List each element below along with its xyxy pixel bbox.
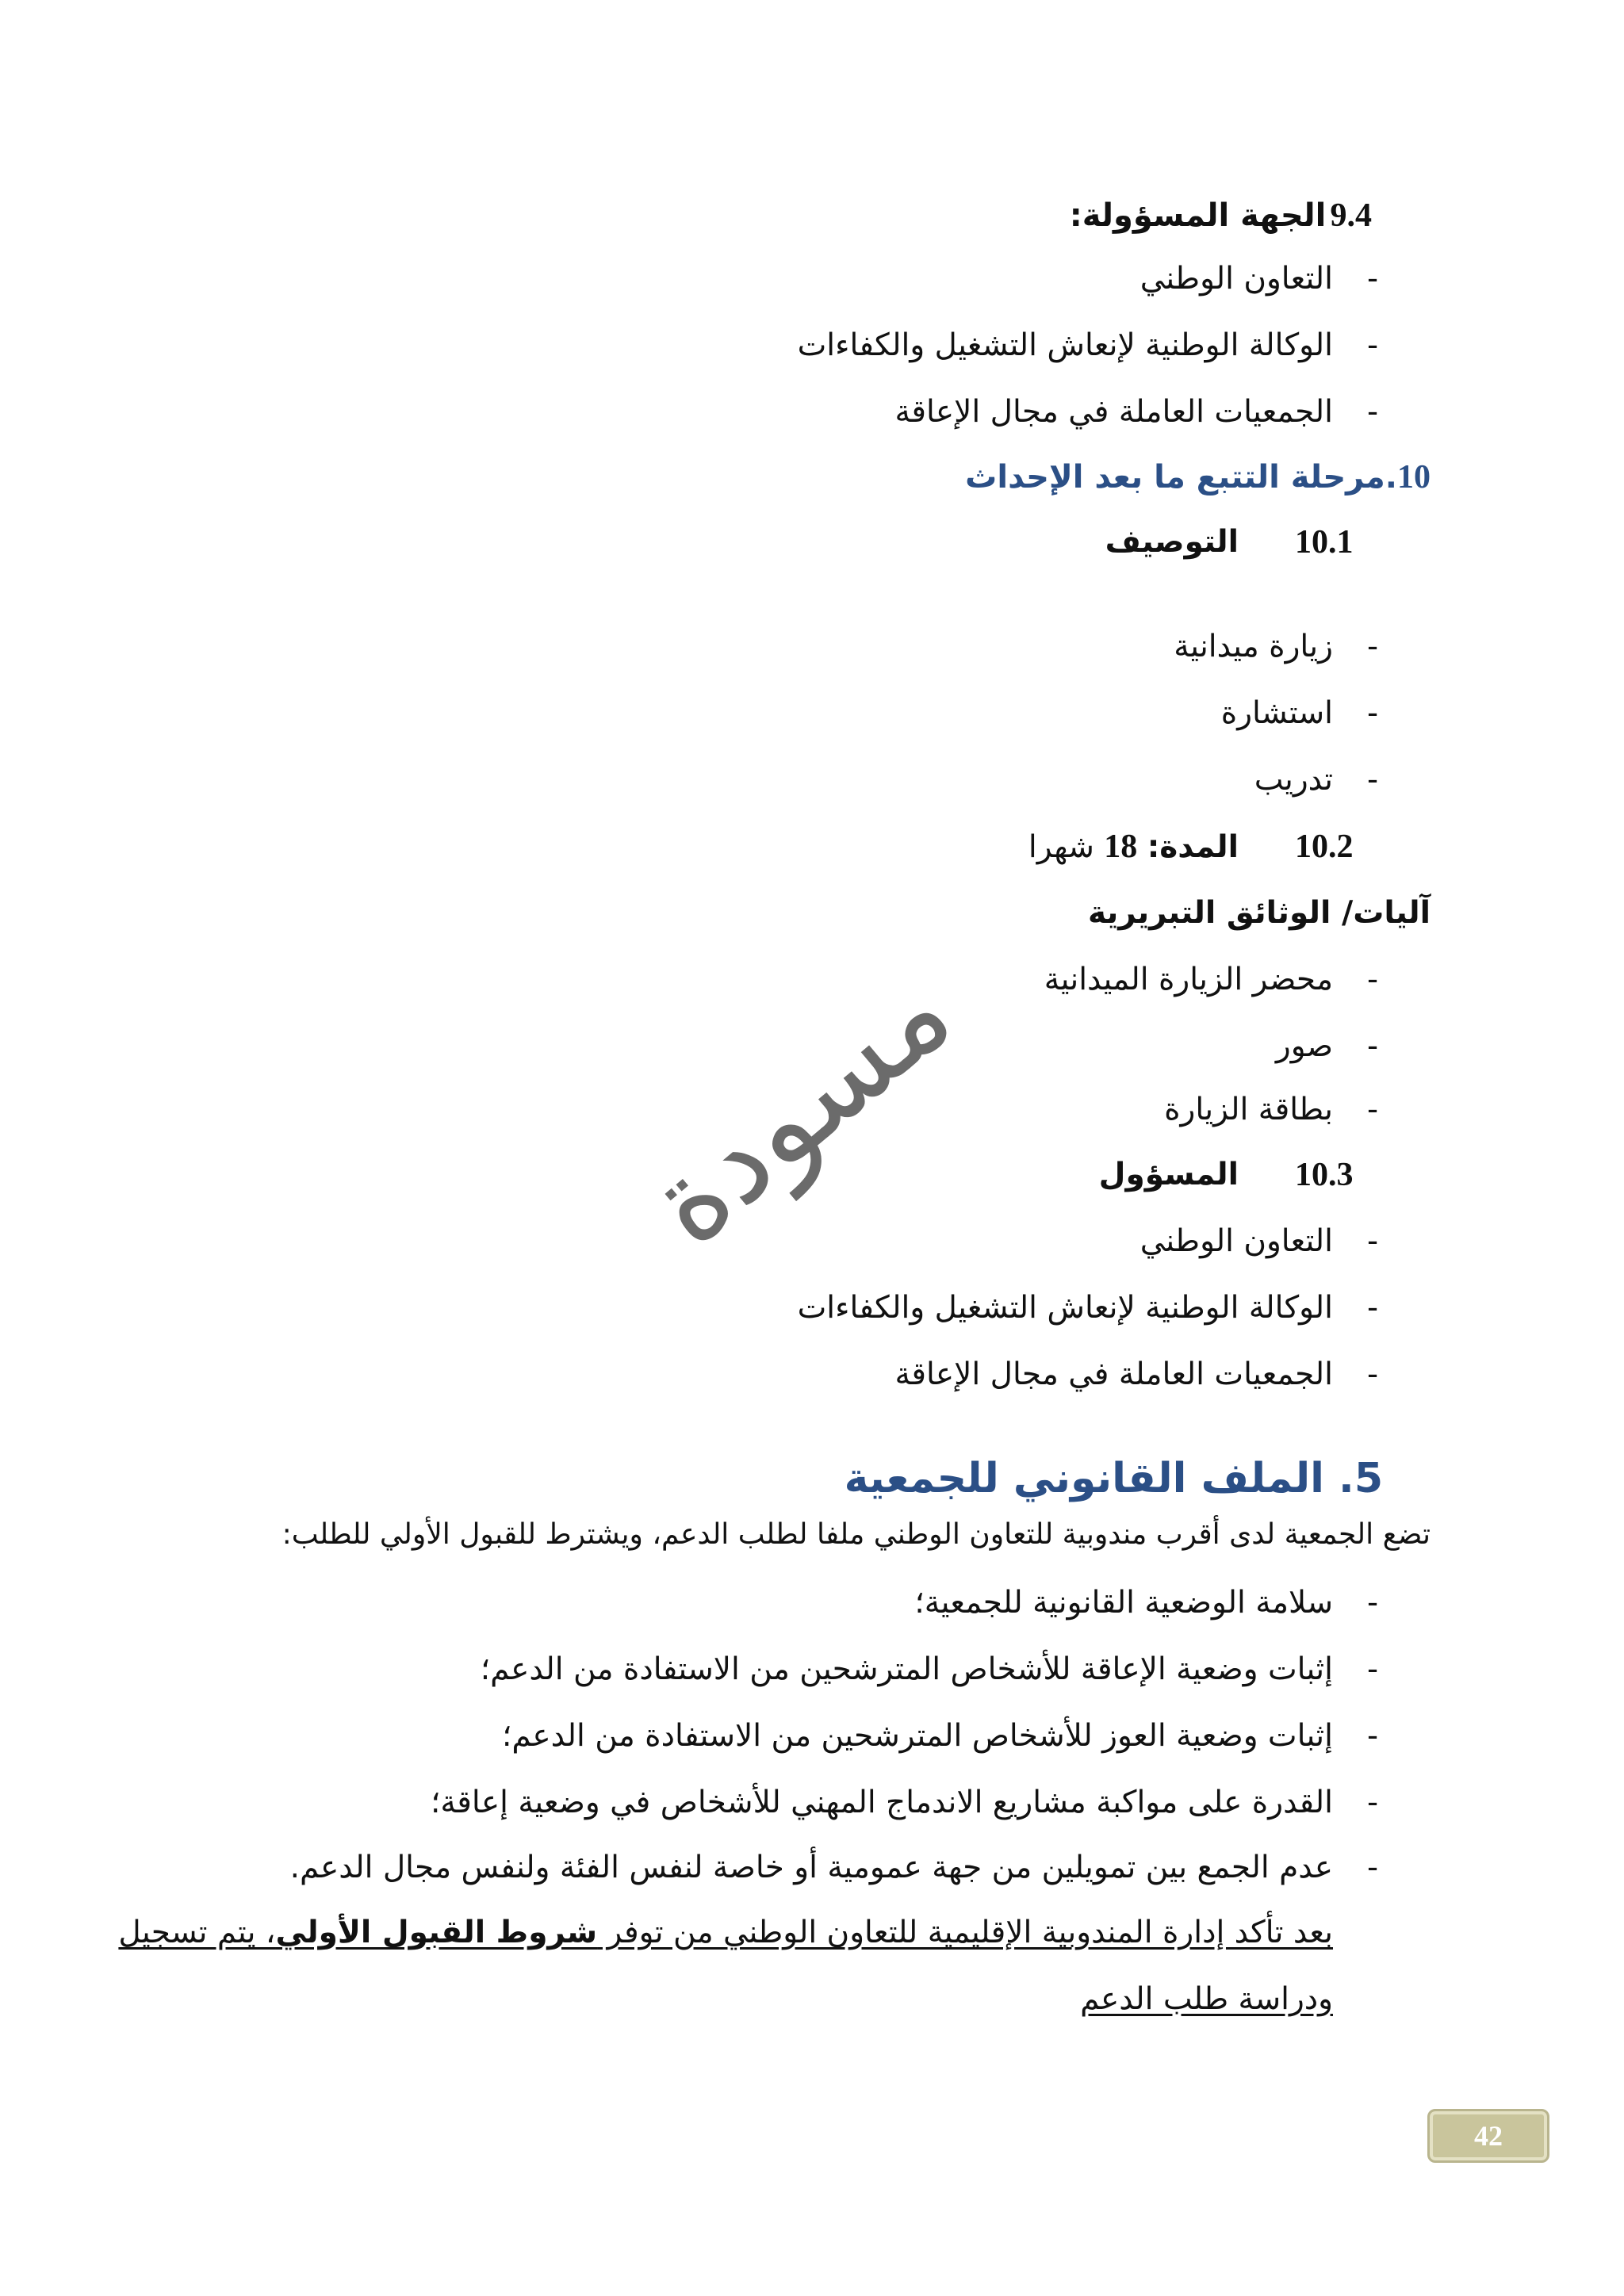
bullet-dash: - (1367, 1651, 1379, 1687)
bullet-dash: - (1367, 327, 1379, 363)
closing-text: بعد تأكد إدارة المندوبية الإقليمية للتعاون الوطني من توفر (597, 1915, 1333, 1950)
list-item: الجمعيات العاملة في مجال الإعاقة (894, 1357, 1333, 1392)
section-9-4-heading (1070, 192, 1372, 239)
bullet-dash: - (1367, 1785, 1379, 1820)
section-title: الملف القانوني للجمعية (844, 1455, 1324, 1502)
section-5-heading (845, 1451, 1383, 1506)
bullet-dash: - (1367, 1850, 1379, 1885)
bullet-dash: - (1367, 629, 1379, 664)
list-item: محضر الزيارة الميدانية (1044, 962, 1333, 997)
intro-paragraph: تضع الجمعية لدى أقرب مندوبية للتعاون الوطني ملفا لطلب الدعم، ويشترط للقبول الأولي للطلب: (282, 1518, 1431, 1551)
section-10-3-number: 10.3 (1295, 1157, 1354, 1193)
duration-label: المدة: (1147, 829, 1239, 865)
section-title: الجهة المسؤولة: (1069, 197, 1327, 234)
duration-line (1028, 823, 1239, 871)
draft-watermark: مسودة (622, 943, 977, 1272)
duration-unit: شهرا (1028, 829, 1094, 865)
bullet-dash: - (1367, 1092, 1379, 1127)
list-item: إثبات وضعية العوز للأشخاص المترشحين من الاستفادة من الدعم؛ (502, 1718, 1333, 1754)
closing-line-2: ودراسة طلب الدعم (1080, 1981, 1333, 2017)
list-item: الوكالة الوطنية لإنعاش التشغيل والكفاءات (797, 1290, 1333, 1326)
bullet-dash: - (1367, 962, 1379, 997)
section-10-3-title: المسؤول (1098, 1157, 1239, 1192)
section-10-heading (965, 453, 1431, 501)
duration-value: 18 (1104, 828, 1138, 865)
list-item: تدريب (1254, 762, 1333, 798)
list-item: القدرة على مواكبة مشاريع الاندماج المهني للأشخاص في وضعية إعاقة؛ (430, 1785, 1333, 1820)
list-item: صور (1275, 1028, 1333, 1064)
list-item: عدم الجمع بين تمويلين من جهة عمومية أو خاصة لنفس الفئة ولنفس مجال الدعم. (289, 1850, 1333, 1885)
section-title: .مرحلة التتبع ما بعد الإحداث (965, 459, 1397, 496)
list-item: استشارة (1220, 695, 1333, 731)
closing-bold: شروط القبول الأولي (275, 1915, 598, 1950)
closing-line-1 (118, 1909, 1333, 1957)
list-item: الجمعيات العاملة في مجال الإعاقة (894, 394, 1333, 430)
section-number: 10 (1397, 459, 1431, 496)
bullet-dash: - (1367, 1718, 1379, 1754)
bullet-dash: - (1367, 762, 1379, 798)
list-item: التعاون الوطني (1139, 261, 1333, 297)
documents-heading: آليات/ الوثائق التبريرية (1087, 895, 1431, 931)
section-number: 5. (1339, 1455, 1383, 1502)
list-item: سلامة الوضعية القانونية للجمعية؛ (914, 1585, 1333, 1621)
bullet-dash: - (1367, 1357, 1379, 1392)
page-number-box (1427, 2109, 1549, 2163)
bullet-dash: - (1367, 1585, 1379, 1621)
bullet-dash: - (1367, 1223, 1379, 1259)
bullet-dash: - (1367, 261, 1379, 297)
section-10-2-number: 10.2 (1295, 828, 1354, 865)
closing-text: ، يتم تسجيل (118, 1915, 276, 1950)
list-item: زيارة ميدانية (1174, 629, 1333, 664)
list-item: الوكالة الوطنية لإنعاش التشغيل والكفاءات (797, 327, 1333, 363)
section-10-1-number: 10.1 (1295, 524, 1354, 561)
bullet-dash: - (1367, 695, 1379, 731)
section-10-1-title: التوصيف (1105, 524, 1239, 560)
bullet-dash: - (1367, 1028, 1379, 1064)
section-number: 9.4 (1330, 197, 1372, 234)
list-item: بطاقة الزيارة (1164, 1092, 1333, 1127)
list-item: التعاون الوطني (1139, 1223, 1333, 1259)
list-item: إثبات وضعية الإعاقة للأشخاص المترشحين من الاستفادة من الدعم؛ (480, 1651, 1333, 1687)
bullet-dash: - (1367, 394, 1379, 430)
bullet-dash: - (1367, 1290, 1379, 1326)
page-number: 42 (1474, 2120, 1503, 2152)
